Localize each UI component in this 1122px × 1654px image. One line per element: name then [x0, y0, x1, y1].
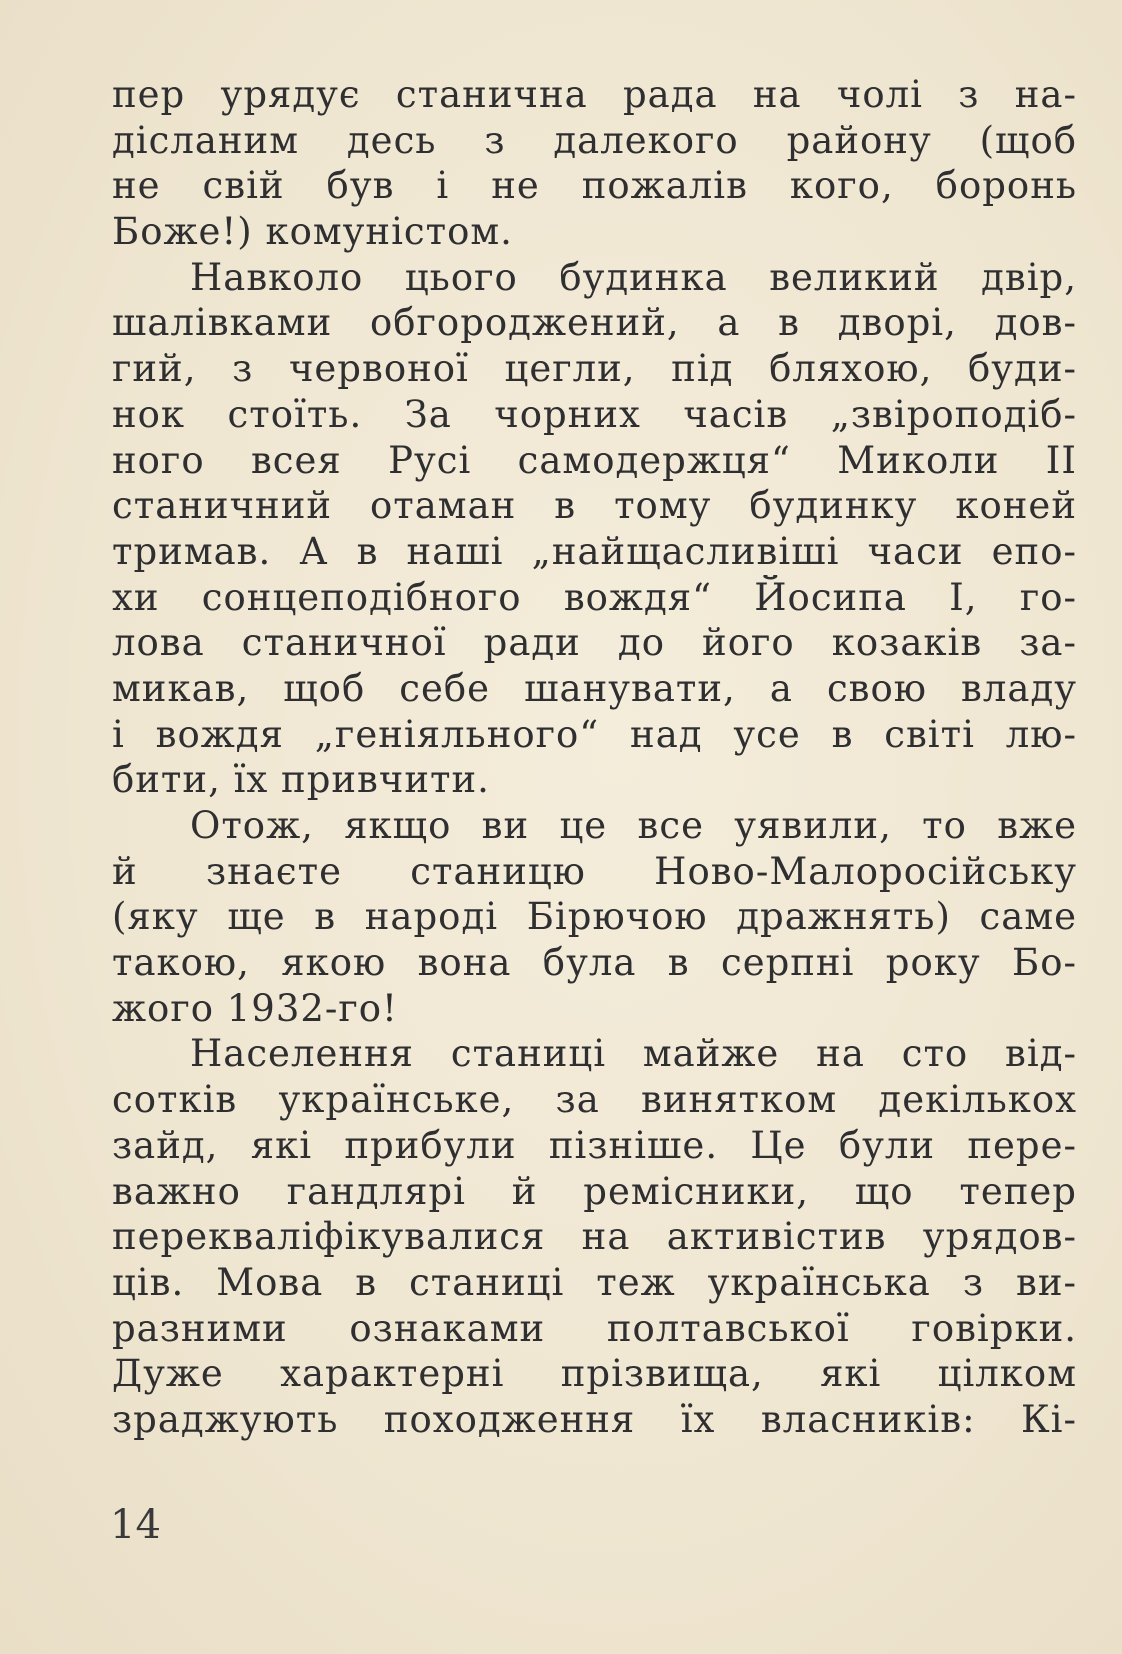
text-line: гий, з червоної цегли, під бляхою, буди-	[112, 347, 1077, 391]
page-number: 14	[110, 1502, 161, 1548]
text-line: хи сонцеподібного вождя“ Йосипа I, го-	[112, 575, 1077, 619]
text-line: тримав. А в наші „найщасливіші часи епо-	[112, 529, 1077, 573]
text-line: Отож, якщо ви це все уявили, то вже	[190, 804, 1077, 847]
text-line: такою, якою вона була в серпні року Бо-	[112, 941, 1077, 985]
paragraph	[112, 255, 1077, 803]
text-line: зраджують походження їх власників: Кі-	[112, 1397, 1077, 1441]
text-line: ців. Мова в станиці теж українська з ви-	[112, 1260, 1077, 1304]
text-line: разними ознаками полтавської говірки.	[112, 1306, 1077, 1350]
text-line: жого 1932-го!	[112, 986, 398, 1030]
text-line: лова станичної ради до його козаків за-	[112, 621, 1077, 665]
text-line: Навколо цього будинка великий двір,	[190, 255, 1077, 299]
page-text	[112, 72, 1077, 1443]
text-line: (яку ще в народі Бірючою дражнять) саме	[112, 895, 1077, 939]
text-line: сотків українське, за винятком декількох	[112, 1078, 1077, 1122]
text-line: перекваліфікувалися на активістив урядов-	[112, 1215, 1077, 1259]
paragraph	[112, 72, 1077, 255]
text-line: зайд, які прибули пізніше. Це були пере-	[112, 1123, 1077, 1167]
text-line: нок стоїть. За чорних часів „звіроподіб-	[112, 392, 1077, 436]
text-line: дісланим десь з далекого району (щоб	[112, 118, 1077, 162]
text-line: важно гандлярі й ремісники, що тепер	[112, 1169, 1077, 1213]
text-line: Дуже характерні прізвища, які цілком	[112, 1352, 1077, 1396]
text-line: не свій був і не пожалів кого, боронь	[112, 164, 1077, 208]
text-line: станичний отаман в тому будинку коней	[112, 484, 1077, 528]
paragraph	[112, 1031, 1077, 1442]
text-line: пер урядує станична рада на чолі з на-	[112, 73, 1077, 116]
text-line: й знаєте станицю Ново-Малоросійську	[112, 849, 1077, 893]
text-line: микав, щоб себе шанувати, а свою владу	[112, 666, 1077, 710]
text-line: шалівками обгороджений, а в дворі, дов-	[112, 301, 1077, 345]
text-line: Населення станиці майже на сто від-	[190, 1032, 1077, 1076]
text-line: Боже!) комуністом.	[112, 210, 513, 254]
text-line: ного всея Русі самодержця“ Миколи II	[112, 438, 1077, 482]
paragraph	[112, 803, 1077, 1031]
text-line: і вождя „геніяльного“ над усе в світі лю-	[112, 712, 1077, 756]
text-line: бити, їх привчити.	[112, 758, 490, 802]
